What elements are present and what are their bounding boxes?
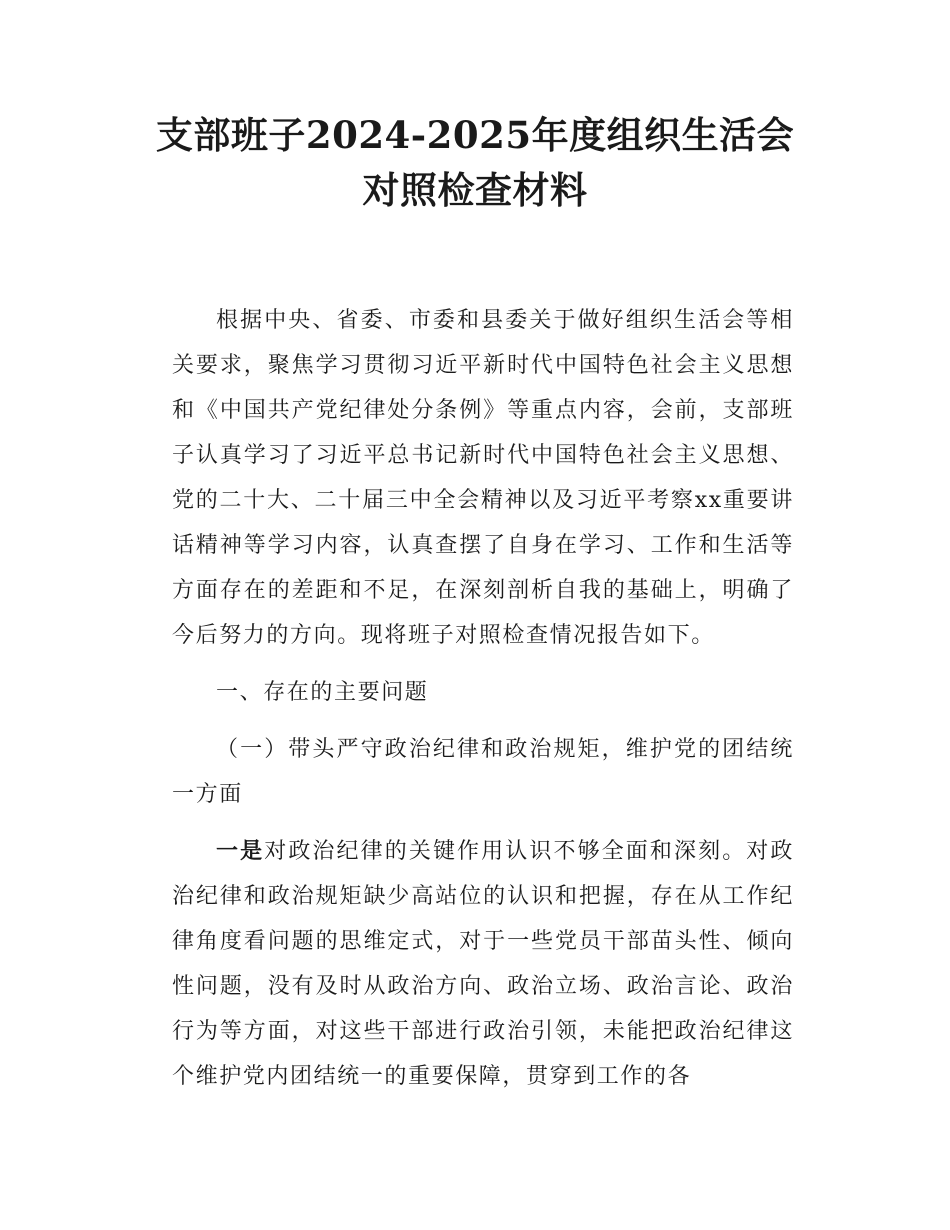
point-paragraph <box>172 829 794 1099</box>
document-body <box>172 298 794 1099</box>
section-heading: 一、存在的主要问题 <box>216 680 429 705</box>
subsection-heading: （一）带头严守政治纪律和政治规矩，维护党的团结统一方面 <box>172 737 794 807</box>
point-lead: 一是 <box>216 839 265 864</box>
point-text: 对政治纪律的关键作用认识不够全面和深刻。对政治纪律和政治规矩缺少高站位的认识和把握，存在从工作纪律角度看问题的思维定式，对于一些党员干部苗头性、倾向性问题，没有及时从政治方向、政治立场、政治言论、政治行为等方面，对这些干部进行政治引领，未能把政治纪律这个维护党内团结统一的重要保障，贯穿到工作的各 <box>172 839 795 1089</box>
document-title: 支部班子2024-2025年度组织生活会对照检查材料 <box>155 113 795 212</box>
intro-paragraph: 根据中央、省委、市委和县委关于做好组织生活会等相关要求，聚焦学习贯彻习近平新时代中国特色社会主义思想和《中国共产党纪律处分条例》等重点内容，会前，支部班子认真学习了习近平总书记新时代中国特色社会主义思想、党的二十大、二十届三中全会精神以及习近平考察xx重要讲话精神等学习内容，认真查摆了自身在学习、工作和生活等方面存在的差距和不足，在深刻剖析自我的基础上，明确了今后努力的方向。现将班子对照检查情况报告如下。 <box>172 308 794 648</box>
